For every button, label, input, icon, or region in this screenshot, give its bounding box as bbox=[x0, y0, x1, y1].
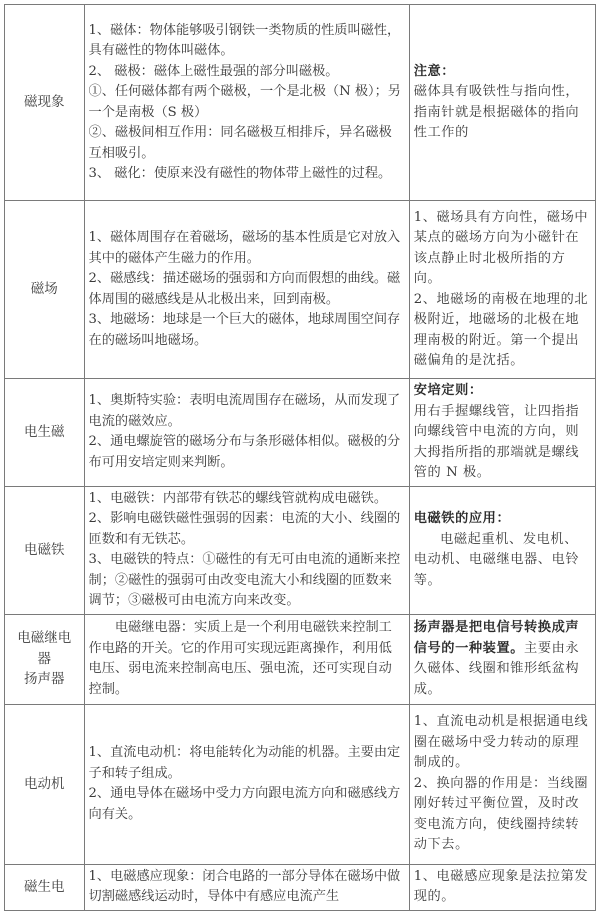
note-title: 注意： bbox=[413, 63, 456, 79]
content-cell bbox=[84, 379, 409, 487]
table-row-magnetic-phenomena bbox=[5, 5, 596, 201]
content-cell bbox=[84, 864, 409, 910]
content-line: ①、任何磁体都有两个磁极，一个是北极（N 极）；另一个是南极（S 极） bbox=[88, 84, 401, 120]
topic-cell: 磁现象 bbox=[5, 5, 85, 201]
note-cell bbox=[409, 5, 595, 201]
table-row-magnetism-to-electricity bbox=[5, 864, 596, 910]
content-cell bbox=[84, 486, 409, 614]
note-bold-text: 扬声器是把电信号转换成声信号的一种装置。 bbox=[413, 620, 580, 656]
note-cell bbox=[409, 704, 595, 864]
topic-line: 器 bbox=[37, 650, 52, 667]
topic-cell: 电动机 bbox=[5, 704, 85, 864]
note-cell bbox=[409, 864, 595, 910]
physics-notes-table-container bbox=[4, 4, 596, 911]
content-cell bbox=[84, 5, 409, 201]
note-title: 安培定则： bbox=[413, 383, 483, 398]
note-line: 1、直流电动机是根据通电线圈在磁场中受力转动的原理制成的。 bbox=[413, 714, 589, 771]
note-cell bbox=[409, 379, 595, 487]
note-line: 磁体具有吸铁性与指向性，指南针就是根据磁体的指向性工作的 bbox=[413, 84, 580, 140]
content-line: 1、电磁感应现象：闭合电路的一部分导体在磁场中做切割磁感线运动时，导体中有感应电流产生 bbox=[88, 868, 401, 904]
note-cell bbox=[409, 486, 595, 614]
table-row-electromagnet bbox=[5, 486, 596, 614]
topic-line: 电磁继电 bbox=[17, 630, 72, 647]
topic-cell bbox=[5, 614, 85, 704]
topic-line: 扬声器 bbox=[24, 671, 65, 688]
table-row-magnetic-field bbox=[5, 201, 596, 379]
note-title: 电磁铁的应用： bbox=[413, 511, 511, 526]
content-cell bbox=[84, 704, 409, 864]
note-line: 2、地磁场的南极在地理的北极附近，地磁场的北极在地理南极的附近。第一个提出磁偏角的是沈括。 bbox=[413, 291, 589, 368]
content-line: ②、磁极间相互作用：同名磁极互相排斥，异名磁极互相吸引。 bbox=[88, 125, 392, 161]
content-cell bbox=[84, 201, 409, 379]
topic-cell: 磁生电 bbox=[5, 864, 85, 910]
note-line: 用右手握螺线管，让四指指向螺线管中电流的方向，则大拇指所指的那端就是螺线管的 N 极。 bbox=[413, 403, 580, 480]
content-line: 2、通电导体在磁场中受力方向跟电流方向和磁感线方向有关。 bbox=[88, 786, 401, 822]
note-line: 2、换向器的作用是：当线圈刚好转过平衡位置，及时改变电流方向，使线圈持续转动下去。 bbox=[413, 775, 589, 853]
note-line: 1、电磁感应现象是法拉第发现的。 bbox=[413, 868, 589, 904]
content-line: 1、奥斯特实验：表明电流周围存在磁场，从而发现了电流的磁效应。 bbox=[88, 393, 401, 429]
note-line: 主要由永久磁体、线圈和锥形纸盆构成。 bbox=[413, 640, 580, 697]
topic-cell: 磁场 bbox=[5, 201, 85, 379]
content-line: 1、磁体：物体能够吸引钢铁一类物质的性质叫磁性，具有磁性的物体叫磁体。 bbox=[88, 22, 401, 58]
table-row-relay-speaker bbox=[5, 614, 596, 704]
table-row-electricity-to-magnetism bbox=[5, 379, 596, 487]
topic-cell: 电磁铁 bbox=[5, 486, 85, 614]
note-line: 电磁起重机、发电机、电动机、电磁继电器、电铃等。 bbox=[413, 531, 580, 588]
content-cell bbox=[84, 614, 409, 704]
content-line: 3、电磁铁的特点：①磁性的有无可由电流的通断来控制；②磁性的强弱可由改变电流大小和线圈的匝数来调节；③磁极可由电流方向来改变。 bbox=[88, 552, 401, 608]
content-line: 2、磁感线：描述磁场的强弱和方向而假想的曲线。磁体周围的磁感线是从北极出来，回到南极。 bbox=[88, 271, 401, 307]
content-line: 1、电磁铁：内部带有铁芯的螺线管就构成电磁铁。 bbox=[88, 490, 388, 506]
content-line: 3、 磁化：使原来没有磁性的物体带上磁性的过程。 bbox=[88, 166, 392, 181]
content-line: 电磁继电器：实质上是一个利用电磁铁来控制工作电路的开关。它的作用可实现远距离操作，利用低电压、弱电流来控制高电压、强电流，还可实现自动控制。 bbox=[88, 620, 392, 697]
content-line: 2、 磁极：磁体上磁性最强的部分叫磁极。 bbox=[88, 63, 339, 79]
content-line: 1、直流电动机：将电能转化为动能的机器。主要由定子和转子组成。 bbox=[88, 745, 401, 781]
content-line: 1、磁体周围存在着磁场，磁场的基本性质是它对放入其中的磁体产生磁力的作用。 bbox=[88, 230, 401, 266]
magnetism-summary-table bbox=[4, 4, 596, 911]
note-cell bbox=[409, 614, 595, 704]
content-line: 2、通电螺旋管的磁场分布与条形磁体相似。磁极的分布可用安培定则来判断。 bbox=[88, 434, 401, 470]
topic-cell: 电生磁 bbox=[5, 379, 85, 487]
table-row-electric-motor bbox=[5, 704, 596, 864]
note-line: 1、磁场具有方向性，磁场中某点的磁场方向为小磁针在该点静止时北极所指的方向。 bbox=[413, 209, 589, 286]
content-line: 3、地磁场：地球是一个巨大的磁体，地球周围空间存在的磁场叫地磁场。 bbox=[88, 312, 401, 348]
note-cell bbox=[409, 201, 595, 379]
content-line: 2、影响电磁铁磁性强弱的因素：电流的大小、线圈的匝数和有无铁芯。 bbox=[88, 511, 401, 547]
